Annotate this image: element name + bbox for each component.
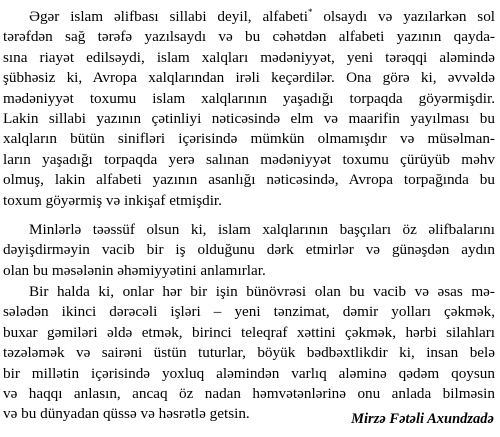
paragraph-line: toxum göyərmiş və inkişaf etmişdir. xyxy=(3,191,222,209)
paragraph-line xyxy=(3,7,495,27)
author-signature: Mirzə Fətəli Axundzadə xyxy=(351,411,494,427)
paragraph-line: Lakin sillabi yazının çətinliyi nəticəsində elm və maarifin yayılması bu xyxy=(3,109,495,127)
paragraph-line: sələdən ikinci dərəcəli işləri – yeni tənzimat, dəmir yolları çəkmək, xyxy=(3,303,495,321)
paragraph-line: və haqqı anlasın, ancaq öz nadan həmvətənlərinə onu anlada bilməsin xyxy=(3,384,495,402)
paragraph-line: olan bu məsələnin əhəmiyyətini anlamırlar. xyxy=(3,261,266,279)
paragraph-line: təzələmək və sairəni üstün tuturlar, böyük bədbəxtlikdir ki, insan belə xyxy=(3,344,495,362)
paragraph-line: ların yaşadığı torpaqda yerə salınan mədəniyyət toxumu çürüyüb məhv xyxy=(3,150,495,168)
paragraph-line: və bu dünyadan qüssə və həsrətlə getsin. xyxy=(3,405,250,423)
paragraph-line: Bir halda ki, onlar hər bir işin bünövrəsi olan bu vacib və əsas mə- xyxy=(29,283,495,300)
paragraph-regret xyxy=(3,220,495,281)
paragraph-line: buxar gəmiləri əldə etmək, birinci teleqraf xəttini çəkmək, hərbi silahları xyxy=(3,323,495,341)
paragraph-line: bir millətin içərisində yoxluq aləmindən varlıq aləminə qədəm qoysun xyxy=(3,364,495,382)
paragraph-line: sına riayət edilsəydi, islam xalqları mədəniyyət, yeni tərəqqi aləmində xyxy=(3,48,495,66)
paragraph-line: şübhəsiz ki, Avropa xalqlarından irəli keçərdilər. Ona görə ki, əvvəldə xyxy=(3,69,495,87)
paragraph-line: dəyişdirməyin vacib bir iş olduğunu dərk etmirlər və günəşdən aydın xyxy=(3,241,495,259)
line-text: olsaydı və yazılarkən sol xyxy=(312,8,496,25)
paragraph-line: mədəniyyət toxumu islam xalqlarının yaşadığı torpaqda göyərmişdir. xyxy=(3,89,495,107)
footnote-marker: * xyxy=(307,6,313,17)
paragraph-line: tərəfdən sağ tərəfə yazılsaydı və bu cəhətdən alfabeti yazının qayda- xyxy=(3,28,495,46)
paragraph-alphabet-argument xyxy=(3,7,495,211)
paragraph-line: Minlərlə təəssüf olsun ki, islam xalqlarının başçıları öz əlifbalarını xyxy=(29,221,495,238)
line-text: Əgər islam əlifbası sillabi deyil, alfabeti xyxy=(29,8,308,25)
paragraph-misfortune xyxy=(3,282,495,425)
paragraph-line: olmuş, lakin alfabeti yazının asanlığı nəticəsində, Avropa torpağında bu xyxy=(3,171,495,189)
paragraph-line: xalqların bütün sinifləri içərisində mümkün olmamışdır və müsəlman- xyxy=(3,130,495,148)
